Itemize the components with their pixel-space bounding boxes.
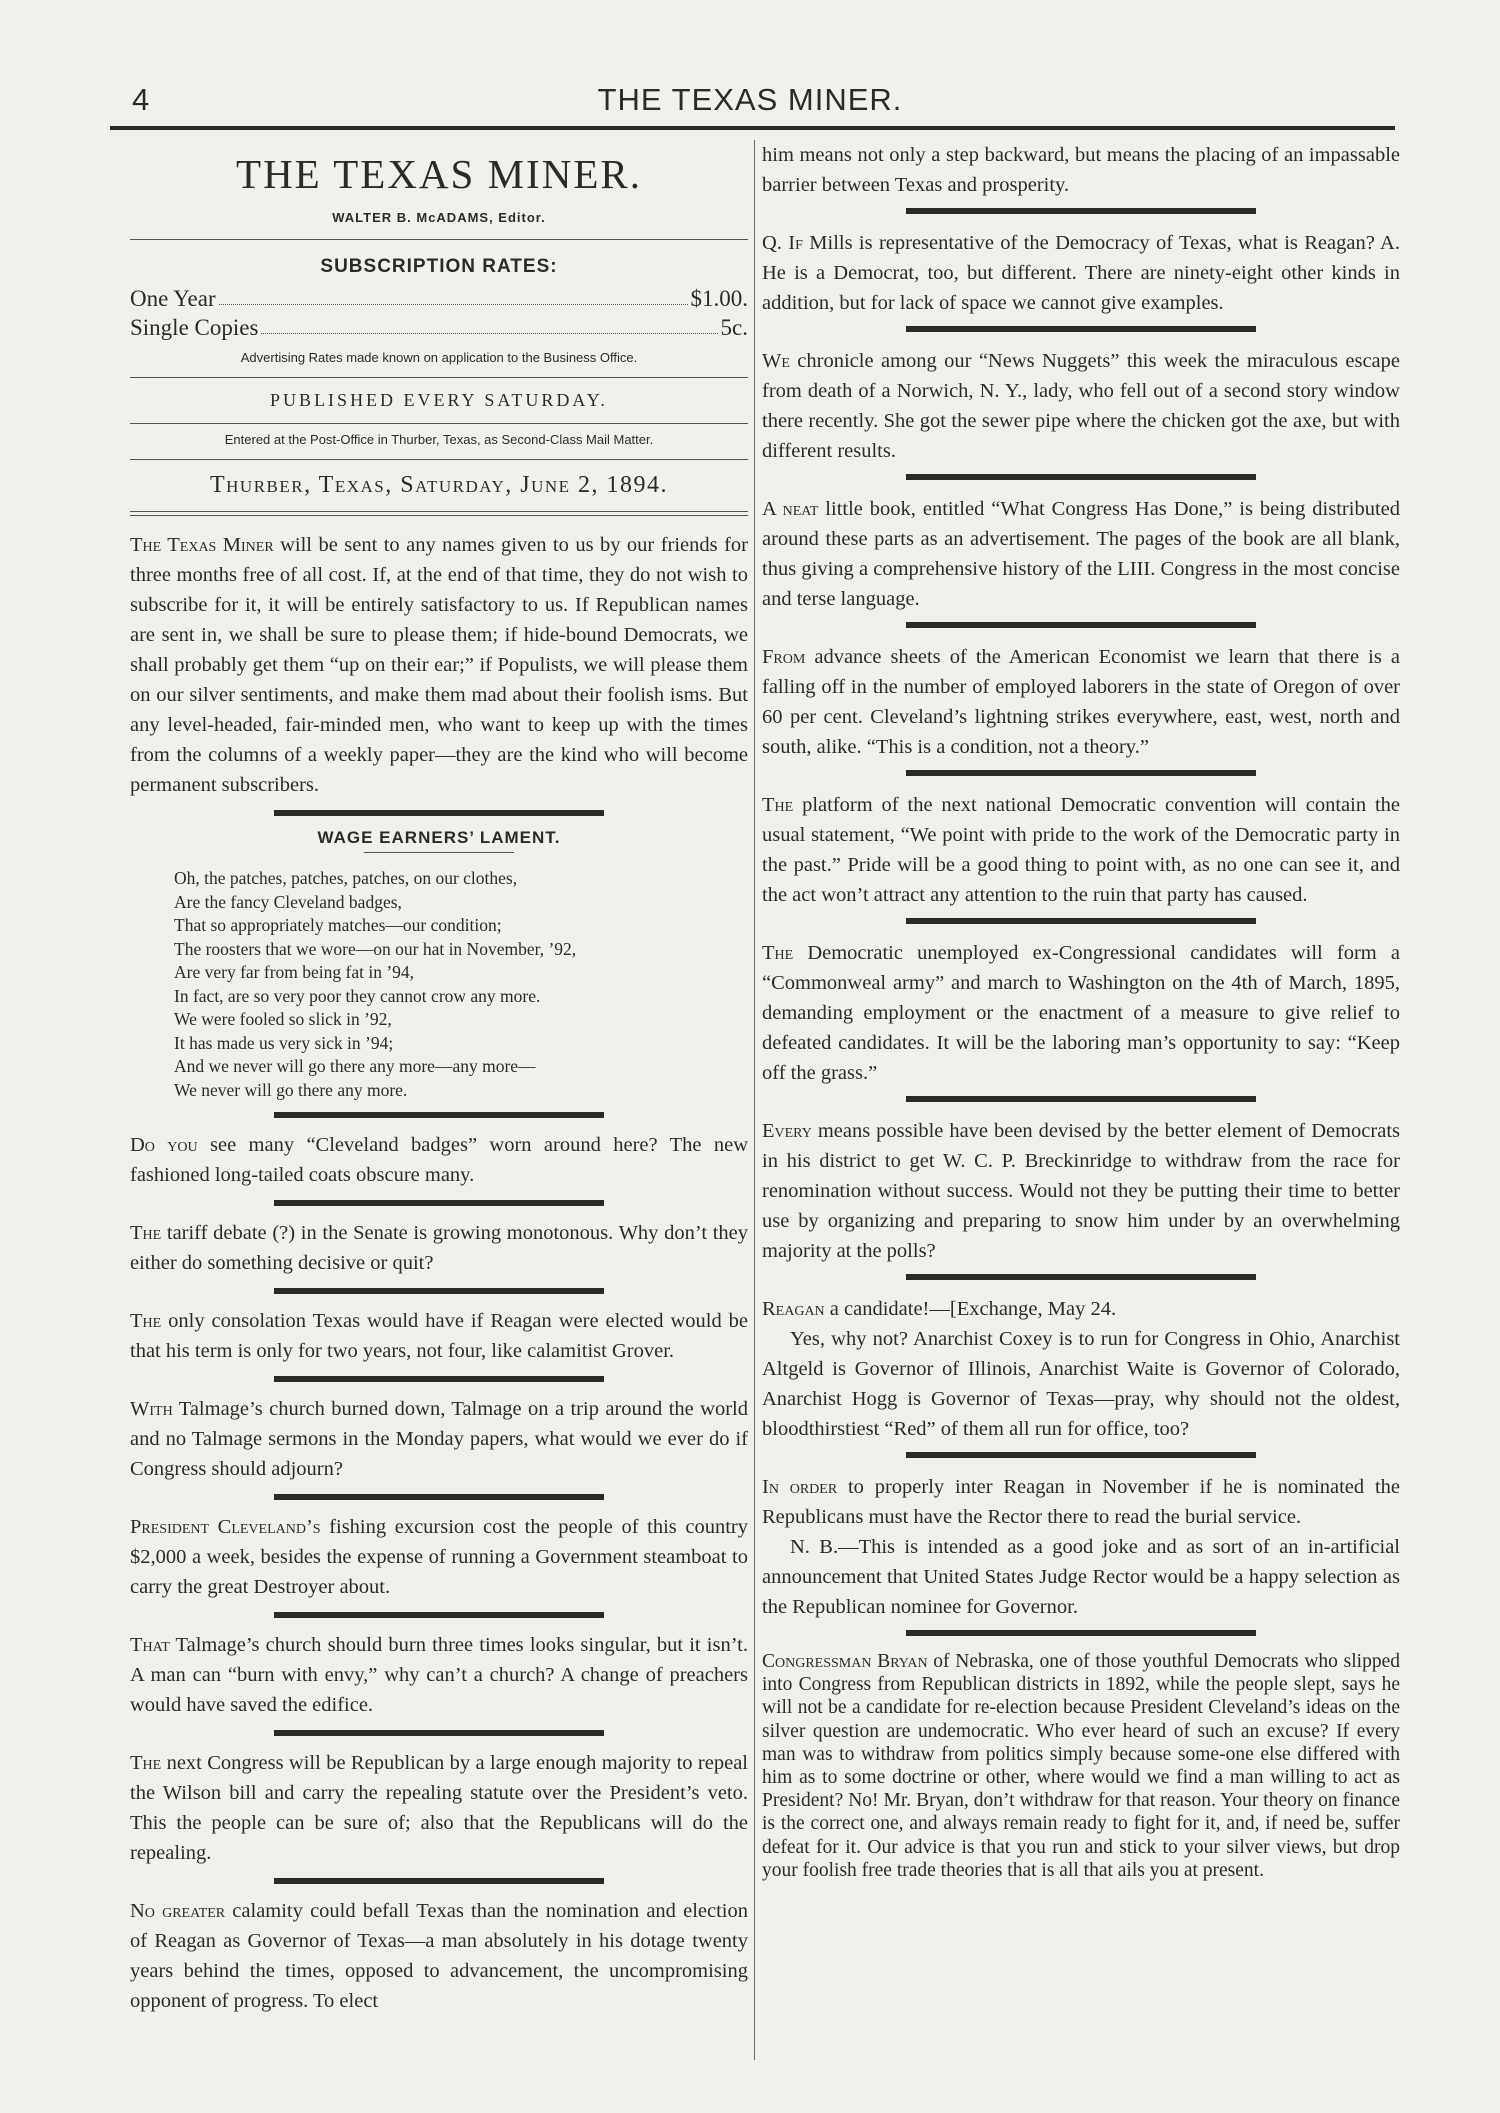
separator-rule [906,208,1256,214]
lead-words: The [762,942,794,964]
poem-line: In fact, are so very poor they cannot crow any more. [174,985,541,1006]
lead-words: Reagan [762,1298,825,1320]
paragraph-text: Talmage’s church burned down, Talmage on a trip around the world and no Talmage sermons in the Monday papers, what would we ever do if Congress should adjourn? [130,1398,748,1480]
separator-rule [906,1274,1256,1280]
paragraph [762,1294,1400,1324]
header-rule [110,126,1395,130]
leader-dots [219,284,688,305]
rate-price: 5c. [720,315,748,340]
lead-words: We [762,350,790,372]
separator-rule [274,810,604,816]
paragraph-text: Talmage’s church should burn three times looks singular, but it isn’t. A man can “burn with envy,” why can’t a church? A change of preachers would have saved the edifice. [130,1634,748,1716]
paragraph-text: Democratic unemployed ex-Congressional candidates will form a “Commonweal army” and march to Washington on the 4th of March, 1895, demanding employment or the enactment of a measure to give relief to defeated candidates. It will be the laboring man’s opportunity to say: “Keep off the grass.” [762,942,1400,1084]
lead-words: The [130,1310,162,1332]
lead-words: Do you [130,1134,198,1156]
paragraph [130,1748,748,1868]
lead-words: With [130,1398,173,1420]
rule [130,459,748,460]
paragraph-text: next Congress will be Republican by a large enough majority to repeal the Wilson bill and carry the repealing statute over the President’s veto. This the people can be sure of; also that the Republicans will do the repealing. [130,1752,748,1864]
paragraph-text: of Nebraska, one of those youthful Democrats who slipped into Congress from Republican districts in 1892, while the people slept, says he will not be a candidate for re-election because President Cleveland’s ideas on the silver question are undemocratic. Who ever heard of such an excuse? If every man was to withdraw from politics simply because some-one else differed with him as to some doctrine or other, where would we find a man willing to act as President? No! Mr. Bryan, don’t withdraw for that reason. Your theory on finance is the correct one, and always remain ready to fight for it, and, if need be, suffer defeat for it. Our advice is that you run and stick to your silver views, but drop your foolish free trade theories that is all that ails you at present. [762,1651,1400,1881]
published-line: PUBLISHED EVERY SATURDAY. [270,390,608,410]
separator-rule [274,1612,604,1618]
leader-dots [261,313,717,334]
separator-rule [274,1112,604,1118]
rate-label: Single Copies [130,315,259,340]
paragraph-text: see many “Cleveland badges” worn around here? The new fashioned long-tailed coats obscure many. [130,1134,748,1186]
paragraph-text: only consolation Texas would have if Reagan were elected would be that his term is only for two years, not four, like calamitist Grover. [130,1310,748,1362]
lead-words: A neat [762,498,819,520]
separator-rule [906,622,1256,628]
poem-line: Are the fancy Cleveland badges, [174,891,402,912]
paragraph-text: means possible have been devised by the better element of Democrats in his district to get W. C. P. Breckinridge to withdraw from the race for renomination without success. Would not they be putting their time to better use by organizing and preparing to snow him under by an overwhelming majority at the polls? [762,1120,1400,1262]
separator-rule [906,918,1256,924]
rule [364,852,514,853]
advertising-note: Advertising Rates made known on application to the Business Office. [240,350,638,365]
paragraph [130,1394,748,1484]
paragraph-text: platform of the next national Democratic convention will contain the usual statement, “We point with pride to the work of the Democratic party in the past.” Pride will be a good thing to point with, as no one can see it, and the act won’t attract any attention to the ruin that party has caused. [762,794,1400,906]
poem [174,867,748,1102]
dateline: Thurber, Texas, Saturday, June 2, 1894. [209,472,669,498]
paragraph [762,1472,1400,1532]
paragraph: Yes, why not? Anarchist Coxey is to run for Congress in Ohio, Anarchist Altgeld is Governor of Illinois, Anarchist Waite is Governor of Colorado, Anarchist Hogg is Governor of Texas—pray, why should not the oldest, bloodthirstiest “Red” of them all run for office, too? [762,1328,1400,1440]
lead-words: Every [762,1120,812,1142]
paragraph [762,228,1400,318]
paragraph-text: Mills is representative of the Democracy of Texas, what is Reagan? A. He is a Democrat, too, but different. There are ninety-eight other kinds in addition, but for lack of space we cannot give examples. [762,232,1400,314]
rule [130,423,748,424]
paragraph [130,1306,748,1366]
rule [130,511,748,512]
paragraph-text: chronicle among our “News Nuggets” this week the miraculous escape from death of a Norwich, N. Y., lady, who fell out of a second story window there recently. She got the sewer pipe where the chicken got the axe, but with different results. [762,350,1400,462]
poem-line: The roosters that we wore—on our hat in November, ’92, [174,938,577,959]
lead-words: Congressman Bryan [762,1651,928,1672]
column-divider [754,140,755,2060]
right-column [762,140,1400,1882]
subscription-heading: SUBSCRIPTION RATES: [320,256,558,277]
paragraph [130,1896,748,2016]
separator-rule [274,1376,604,1382]
separator-rule [274,1200,604,1206]
paragraph [762,1650,1400,1882]
paragraph: N. B.—This is intended as a good joke and as sort of an in-artificial announcement that United States Judge Rector would be a happy selection as the Republican nominee for Governor. [762,1536,1400,1618]
rule [130,377,748,378]
paragraph-text: fishing excursion cost the people of this country $2,000 a week, besides the expense of running a Government steamboat to carry the great Destroyer about. [130,1516,748,1598]
poem-line: And we never will go there any more—any more— [174,1056,536,1076]
paragraph-text: little book, entitled “What Congress Has Done,” is being distributed around these parts as an advertisement. The pages of the book are all blank, thus giving a comprehensive history of the LIII. Congress in the most concise and terse language. [762,498,1400,610]
editor-line: WALTER B. McADAMS, Editor. [332,210,546,225]
poem-title: WAGE EARNERS’ LAMENT. [317,828,561,847]
lead-words: The Texas Miner [130,534,274,556]
running-header [110,82,1390,126]
lead-words: The [130,1752,162,1774]
poem-line: We were fooled so slick in ’92, [174,1009,392,1029]
lead-words: In order [762,1476,838,1498]
poem-line: It has made us very sick in ’94; [174,1032,394,1053]
paragraph-text: will be sent to any names given to us by our friends for three months free of all cost. If, at the end of that time, they do not wish to subscribe for it, it will be entirely satisfactory to us. If Republican names are sent in, we shall be sure to please them; if hide-bound Democrats, we shall probably get them “up on their ear;” if Populists, we will please them on our silver sentiments, and make them mad about their foolish isms. But any level-headed, fair-minded men, who want to keep up with the times from the columns of a weekly paper—they are the kind who will become permanent subscribers. [130,534,748,796]
paragraph [130,1630,748,1720]
separator-rule [906,770,1256,776]
paragraph [762,494,1400,614]
rate-row [130,313,748,342]
rate-label: One Year [130,286,216,311]
paragraph [130,1130,748,1190]
separator-rule [274,1730,604,1736]
separator-rule [906,326,1256,332]
paragraph [130,1512,748,1602]
entered-note: Entered at the Post-Office in Thurber, Texas, as Second-Class Mail Matter. [224,432,654,447]
separator-rule [906,474,1256,480]
paragraph [762,938,1400,1088]
page-number: 4 [132,82,150,117]
paragraph-text: to properly inter Reagan in November if he is nominated the Republicans must have the Rector there to read the burial service. [762,1476,1400,1528]
poem-line: That so appropriately matches—our condition; [174,915,502,935]
paragraph [130,1218,748,1278]
paragraph [762,1116,1400,1266]
separator-rule [274,1878,604,1884]
paragraph [762,346,1400,466]
separator-rule [906,1096,1256,1102]
running-title: THE TEXAS MINER. [597,82,903,117]
separator-rule [274,1494,604,1500]
lead-words: President Cleveland’s [130,1516,321,1538]
paragraph [762,790,1400,910]
rate-price: $1.00. [690,286,748,311]
rule [130,239,748,240]
separator-rule [906,1452,1256,1458]
continuation-paragraph: him means not only a step backward, but means the placing of an impassable barrier between Texas and prosperity. [762,144,1400,196]
lead-words: No greater [130,1900,226,1922]
left-column [130,140,748,2016]
separator-rule [274,1288,604,1294]
lead-words: From [762,646,806,668]
lead-words: That [130,1634,170,1656]
paragraph-text: tariff debate (?) in the Senate is growing monotonous. Why don’t they either do something decisive or quit? [130,1222,748,1274]
paragraph [762,642,1400,762]
poem-line: Oh, the patches, patches, patches, on our clothes, [174,868,518,888]
masthead-title: THE TEXAS MINER. [236,151,642,197]
lead-words: Q. If [762,232,803,254]
poem-line: We never will go there any more. [174,1079,408,1100]
lead-words: The [130,1222,162,1244]
intro-paragraph [130,530,748,800]
paragraph-text: calamity could befall Texas than the nomination and election of Reagan as Governor of Texas—a man absolutely in his dotage twenty years behind the times, opposed to advancement, the uncompromising opponent of progress. To elect [130,1900,748,2012]
poem-line: Are very far from being fat in ’94, [174,962,415,982]
separator-rule [906,1630,1256,1636]
lead-words: The [762,794,794,816]
paragraph-text: advance sheets of the American Economist we learn that there is a falling off in the number of employed laborers in the state of Oregon of over 60 per cent. Cleveland’s lightning strikes everywhere, east, west, north and south, alike. “This is a condition, not a theory.” [762,646,1400,758]
paragraph-text: a candidate!—[Exchange, May 24. [824,1298,1117,1320]
rate-row [130,284,748,313]
